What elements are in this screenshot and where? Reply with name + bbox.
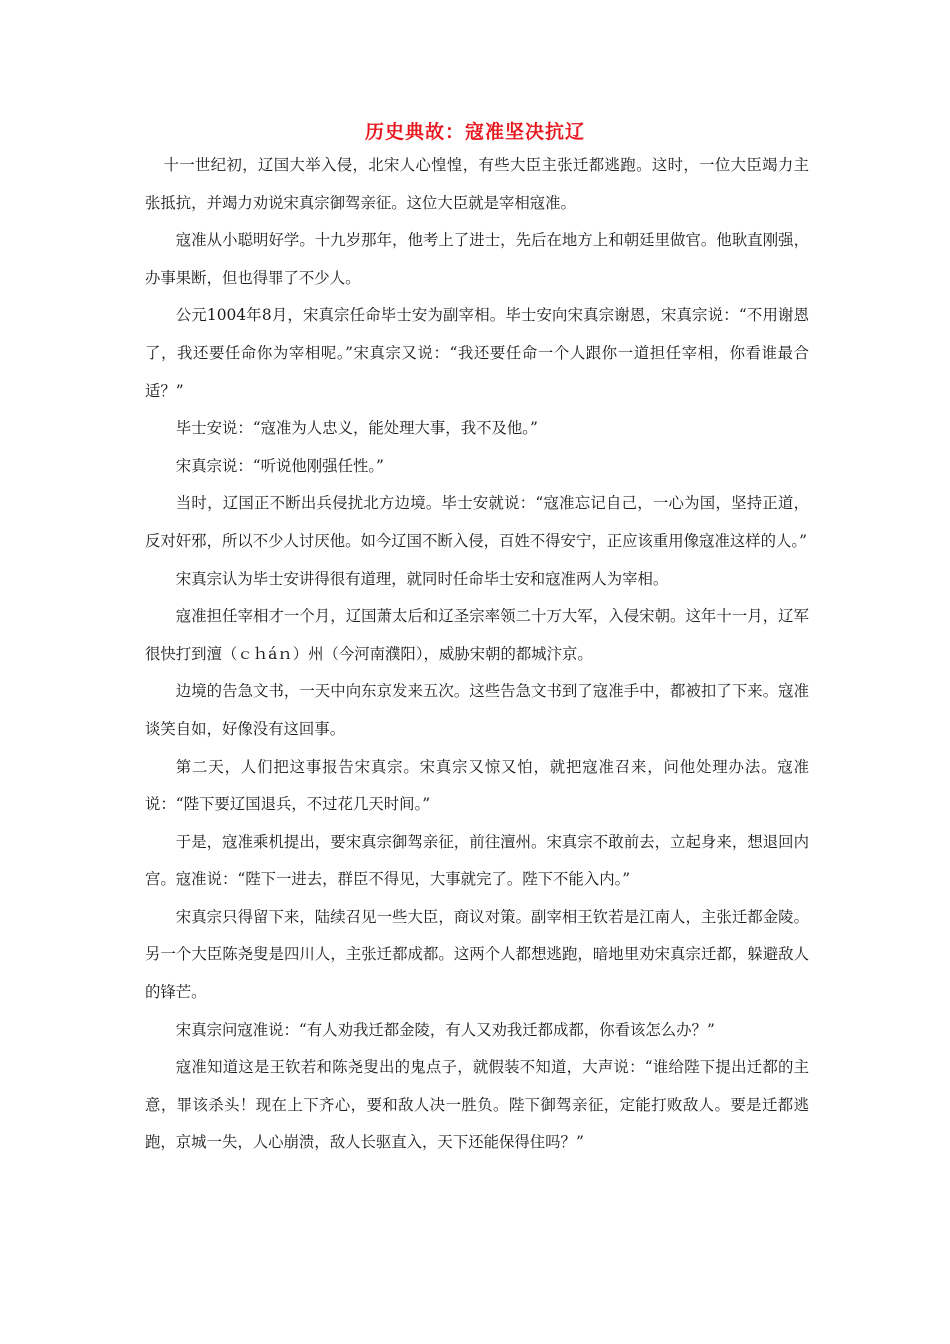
paragraph: 宋真宗问寇准说：“有人劝我迁都金陵，有人又劝我迁都成都，你看该怎么办？” [175, 1020, 715, 1039]
paragraph: 寇准知道这是王钦若和陈尧叟出的鬼点子，就假装不知道，大声说：“谁给陛下提出迁都的主意，罪该杀头！现在上下齐心，要和敌人决一胜负。陛下御驾亲征，定能打败敌人。要是迁都逃跑，京城一失，人心崩溃，敌人长驱直入，天下还能保得住吗？” [145, 1058, 809, 1152]
paragraph: 公元1004年8月，宋真宗任命毕士安为副宰相。毕士安向宋真宗谢恩，宋真宗说：“不用谢恩了，我还要任命你为宰相呢。”宋真宗又说：“我还要任命一个人跟你一道担任宰相，你看谁最合适？” [145, 306, 809, 400]
paragraph: 宋真宗只得留下来，陆续召见一些大臣，商议对策。副宰相王钦若是江南人，主张迁都金陵。另一个大臣陈尧叟是四川人，主张迁都成都。这两个人都想逃跑，暗地里劝宋真宗迁都，躲避敌人的锋芒。 [145, 907, 809, 1002]
document-title: 历史典故：寇准坚决抗辽 [364, 121, 585, 143]
paragraph: 毕士安说：“寇准为人忠义，能处理大事，我不及他。” [175, 419, 538, 438]
paragraph: 宋真宗说：“听说他刚强任性。” [175, 456, 384, 475]
paragraph: 第二天，人们把这事报告宋真宗。宋真宗又惊又怕，就把寇准召来，问他处理办法。寇准说：“陛下要辽国退兵，不过花几天时间。” [145, 757, 809, 814]
paragraph: 于是，寇准乘机提出，要宋真宗御驾亲征，前往澶州。宋真宗不敢前去，立起身来，想退回内宫。寇准说：“陛下一进去，群臣不得见，大事就完了。陛下不能入内。” [145, 832, 809, 889]
paragraph: 当时，辽国正不断出兵侵扰北方边境。毕士安就说：“寇准忘记自己，一心为国，坚持正道，反对奸邪，所以不少人讨厌他。如今辽国不断入侵，百姓不得安宁，正应该重用像寇准这样的人。” [145, 494, 809, 550]
paragraph: 边境的告急文书，一天中向东京发来五次。这些告急文书到了寇准手中，都被扣了下来。寇准谈笑自如，好像没有这回事。 [145, 682, 809, 738]
paragraph: 寇准担任宰相才一个月，辽国萧太后和辽圣宗率领二十万大军，入侵宋朝。这年十一月，辽军很快打到澶（ｃｈáｎ）州（今河南濮阳），威胁宋朝的都城汴京。 [145, 607, 809, 663]
paragraph: 十一世纪初，辽国大举入侵，北宋人心惶惶，有些大臣主张迁都逃跑。这时，一位大臣竭力主张抵抗，并竭力劝说宋真宗御驾亲征。这位大臣就是宰相寇准。 [145, 156, 809, 212]
paragraph: 寇准从小聪明好学。十九岁那年，他考上了进士，先后在地方上和朝廷里做官。他耿直刚强，办事果断，但也得罪了不少人。 [145, 231, 809, 287]
paragraph: 宋真宗认为毕士安讲得很有道理，就同时任命毕士安和寇准两人为宰相。 [175, 569, 669, 588]
document-body [145, 147, 809, 1162]
